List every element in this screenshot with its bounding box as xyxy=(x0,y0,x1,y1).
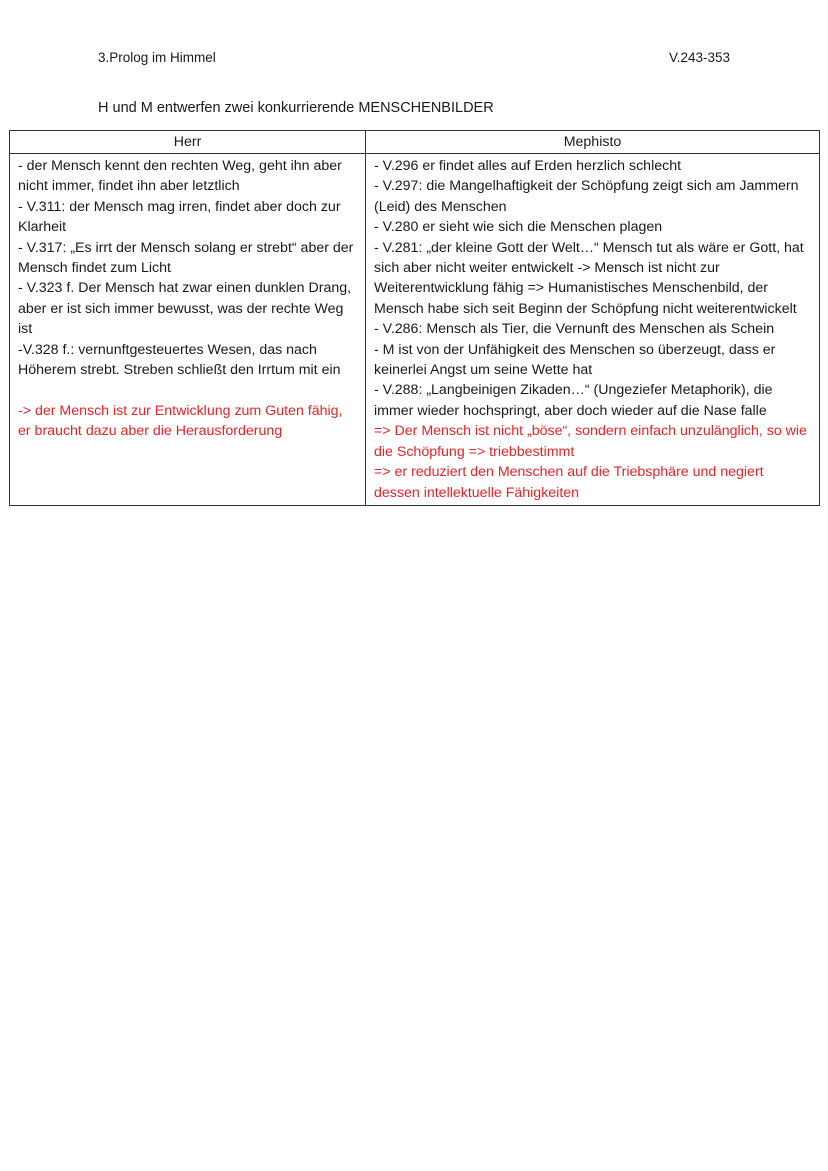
table-header-row xyxy=(10,131,820,154)
column-header-herr: Herr xyxy=(10,131,366,154)
herr-point: - V.317: „Es irrt der Mensch solang er strebt“ aber der Mensch findet zum Licht xyxy=(18,239,354,277)
herr-point: - V.311: der Mensch mag irren, findet aber doch zur Klarheit xyxy=(18,198,341,236)
mephisto-point: - V.280 er sieht wie sich die Menschen plagen xyxy=(374,219,663,236)
table-row xyxy=(10,154,820,506)
document-subtitle: H und M entwerfen zwei konkurrierende MENSCHENBILDER xyxy=(98,100,494,116)
herr-point: - der Mensch kennt den rechten Weg, geht ihn aber nicht immer, findet ihn aber letztlich xyxy=(18,158,342,195)
column-header-mephisto: Mephisto xyxy=(366,131,820,154)
herr-conclusion: -> der Mensch ist zur Entwicklung zum Guten fähig, er braucht dazu aber die Herausforderung xyxy=(18,402,343,440)
mephisto-conclusion: => er reduziert den Menschen auf die Triebsphäre und negiert dessen intellektuelle Fähigkeiten xyxy=(374,464,764,501)
mephisto-cell xyxy=(366,154,820,506)
herr-point: - V.323 f. Der Mensch hat zwar einen dunklen Drang, aber er ist sich immer bewusst, was der rechte Weg ist xyxy=(18,280,352,338)
mephisto-point: - M ist von der Unfähigkeit des Menschen so überzeugt, dass er keinerlei Angst um seine Wette hat xyxy=(374,341,776,379)
document-header xyxy=(98,50,730,68)
section-title: 3.Prolog im Himmel xyxy=(98,50,216,65)
mephisto-point: - V.288: „Langbeinigen Zikaden…“ (Ungeziefer Metaphorik), die immer wieder hochspringt, aber doch wieder auf die Nase falle xyxy=(374,382,773,419)
mephisto-point: - V.296 er findet alles auf Erden herzlich schlecht xyxy=(374,158,682,174)
verse-range: V.243-353 xyxy=(668,50,730,65)
mephisto-point: - V.281: „der kleine Gott der Welt…“ Mensch tut als wäre er Gott, hat sich aber nicht weiter entwickelt -> Mensch ist nicht zur Weiterentwicklung fähig => Humanistisches Menschenbild, der Mensch habe sich seit Beginn der Schöpfung nicht weiterentwickelt xyxy=(374,239,804,317)
mephisto-conclusion: => Der Mensch ist nicht „böse“, sondern einfach unzulänglich, so wie die Schöpfung => triebbestimmt xyxy=(374,423,807,460)
herr-spacer xyxy=(18,380,359,400)
herr-cell xyxy=(10,154,366,506)
mephisto-point: - V.297: die Mangelhaftigkeit der Schöpfung zeigt sich am Jammern (Leid) des Menschen xyxy=(374,178,799,215)
herr-point: -V.328 f.: vernunftgesteuertes Wesen, das nach Höherem strebt. Streben schließt den Irrtum mit ein xyxy=(18,341,341,379)
mephisto-point: - V.286: Mensch als Tier, die Vernunft des Menschen als Schein xyxy=(374,321,775,338)
comparison-table xyxy=(9,130,820,506)
